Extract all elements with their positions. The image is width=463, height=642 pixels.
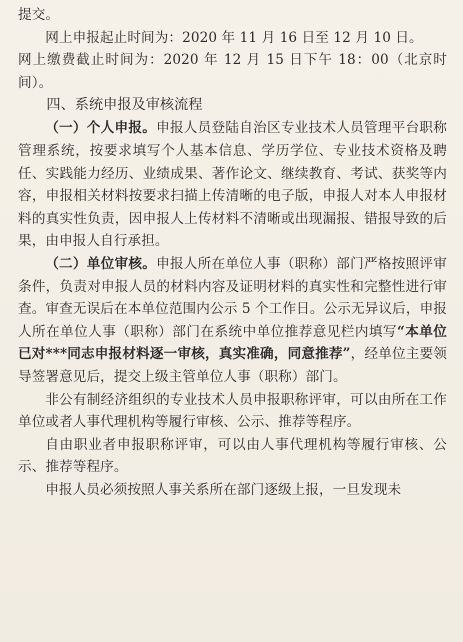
- line-top: 提交。: [18, 7, 60, 23]
- non-public-paragraph: 非公有制经济组织的专业技术人员申报职称评审，可以由所在工作单位或者人事代理机构等履行审核、公示、推荐等程序。: [18, 391, 447, 431]
- online-pay-deadline: 网上缴费截止时间为：2020 年 12 月 15 日下午 18：00（北京时间）。: [18, 52, 447, 91]
- personal-apply-text: 申报人员登陆自治区专业技术人员管理平台职称管理系统，按要求填写个人基本信息、学历学位、专业技术资格及聘任、实践能力经历、业绩成果、著作论文、继续教育、考试、获奖等内容，申报相关材料按要求扫描上传清晰的电子版，申报人对本人申报材料的真实性负责，因申报人上传材料不清晰或出现漏报、错报导致的后果，由申报人自行承担。: [18, 120, 447, 250]
- section-heading: 四、系统申报及审核流程: [46, 97, 203, 114]
- freelance-paragraph: 自由职业者申报职称评审，可以由人事代理机构等履行审核、公示、推荐等程序。: [18, 436, 447, 476]
- online-apply-time: 网上申报起止时间为：2020 年 11 月 16 日至 12 月 10 日。: [45, 29, 423, 46]
- personal-apply-label: （一）个人申报。: [45, 120, 157, 137]
- last-line: 申报人员必须按照人事关系所在部门逐级上报，一旦发现未: [45, 481, 402, 498]
- unit-review-paragraph: [18, 253, 447, 389]
- unit-review-text-before: 申报人所在单位人事（职称）部门严格按照评审条件，负责对申报人员的材料内容及证明材料的真实性和完整性进行审查。审查无误后在本单位范围内公示 5 个工作日。公示无异议后，申报人所在单位人事（职称）部门在系统中单位推荐意见栏内填写: [18, 255, 447, 340]
- personal-apply-paragraph: [18, 117, 447, 253]
- unit-review-label: （二）单位审核。: [45, 255, 157, 272]
- unit-review-text-after: ，经单位主要领导签署意见后，提交上级主管单位人事（职称）部门。: [18, 346, 447, 385]
- unit-review-quote: “本单位已对***同志申报材料逐一审核，真实准确，同意推荐”: [18, 323, 447, 363]
